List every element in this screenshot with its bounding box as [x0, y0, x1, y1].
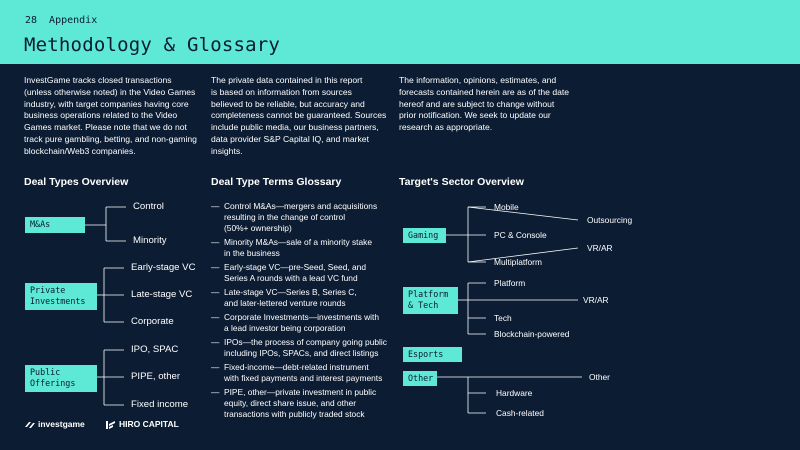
sector-other: Other — [589, 372, 610, 382]
deal-types-heading: Deal Types Overview — [24, 176, 129, 188]
deal-item-late-vc: Late-stage VC — [131, 289, 193, 300]
tag-public-offerings: Public Offerings — [25, 365, 97, 392]
tag-gaming: Gaming — [403, 228, 446, 243]
page-title: Methodology & Glossary — [24, 34, 281, 56]
sectors-heading: Target's Sector Overview — [399, 176, 524, 188]
deal-item-fixed-income: Fixed income — [131, 399, 189, 410]
investgame-logo: investgame — [25, 419, 85, 429]
sector-mobile: Mobile — [494, 202, 519, 212]
sector-cash-related: Cash-related — [496, 408, 544, 418]
sector-outsourcing: Outsourcing — [587, 215, 633, 225]
deal-item-corporate: Corporate — [131, 316, 174, 327]
sector-gaming-vrar: VR/AR — [587, 243, 613, 253]
page-number: 28 — [25, 15, 38, 26]
sector-multiplatform: Multiplatform — [494, 257, 542, 267]
sector-tech: Tech — [494, 313, 512, 323]
tag-mas: M&As — [25, 217, 85, 233]
deal-item-minority: Minority — [133, 235, 167, 246]
intro-col-3: The information, opinions, estimates, and forecasts contained herein are as of the date hereof and are subject to change without prior notification. We seek to update our research as appropriate. — [399, 75, 570, 133]
deal-item-pipe: PIPE, other — [131, 371, 181, 382]
sector-platform: Platform — [494, 278, 526, 288]
deal-item-ipo-spac: IPO, SPAC — [131, 344, 179, 355]
deal-item-control: Control — [133, 201, 164, 212]
tag-private-investments: Private Investments — [25, 283, 97, 310]
sector-hardware: Hardware — [496, 388, 533, 398]
tag-other: Other — [403, 371, 437, 386]
hiro-mark-icon — [106, 421, 116, 429]
sector-platform-vrar: VR/AR — [583, 295, 609, 305]
glossary-heading: Deal Type Terms Glossary — [211, 176, 342, 188]
sector-pc-console: PC & Console — [494, 230, 547, 240]
tag-platform-tech: Platform & Tech — [403, 287, 458, 314]
hiro-capital-logo: HIRO CAPITAL — [106, 419, 179, 429]
intro-col-2: The private data contained in this report is based on information from sources believed to be reliable, but accuracy and completeness cannot be guaranteed. Sources include public media, our business partners, data provider S&P Capital IQ, and market insights. — [211, 75, 387, 156]
section-name: Appendix — [49, 15, 98, 26]
tag-esports: Esports — [403, 347, 462, 362]
intro-col-1: InvestGame tracks closed transactions (unless otherwise noted) in the Video Games industry, with target companies having core business operations related to the Video Games market. Please note that we do not track pure gambling, betting, and non-gaming blockchain/Web3 companies. — [24, 75, 197, 156]
deal-item-early-vc: Early-stage VC — [131, 262, 196, 273]
investgame-mark-icon — [25, 421, 35, 429]
sector-blockchain: Blockchain-powered — [494, 329, 570, 339]
